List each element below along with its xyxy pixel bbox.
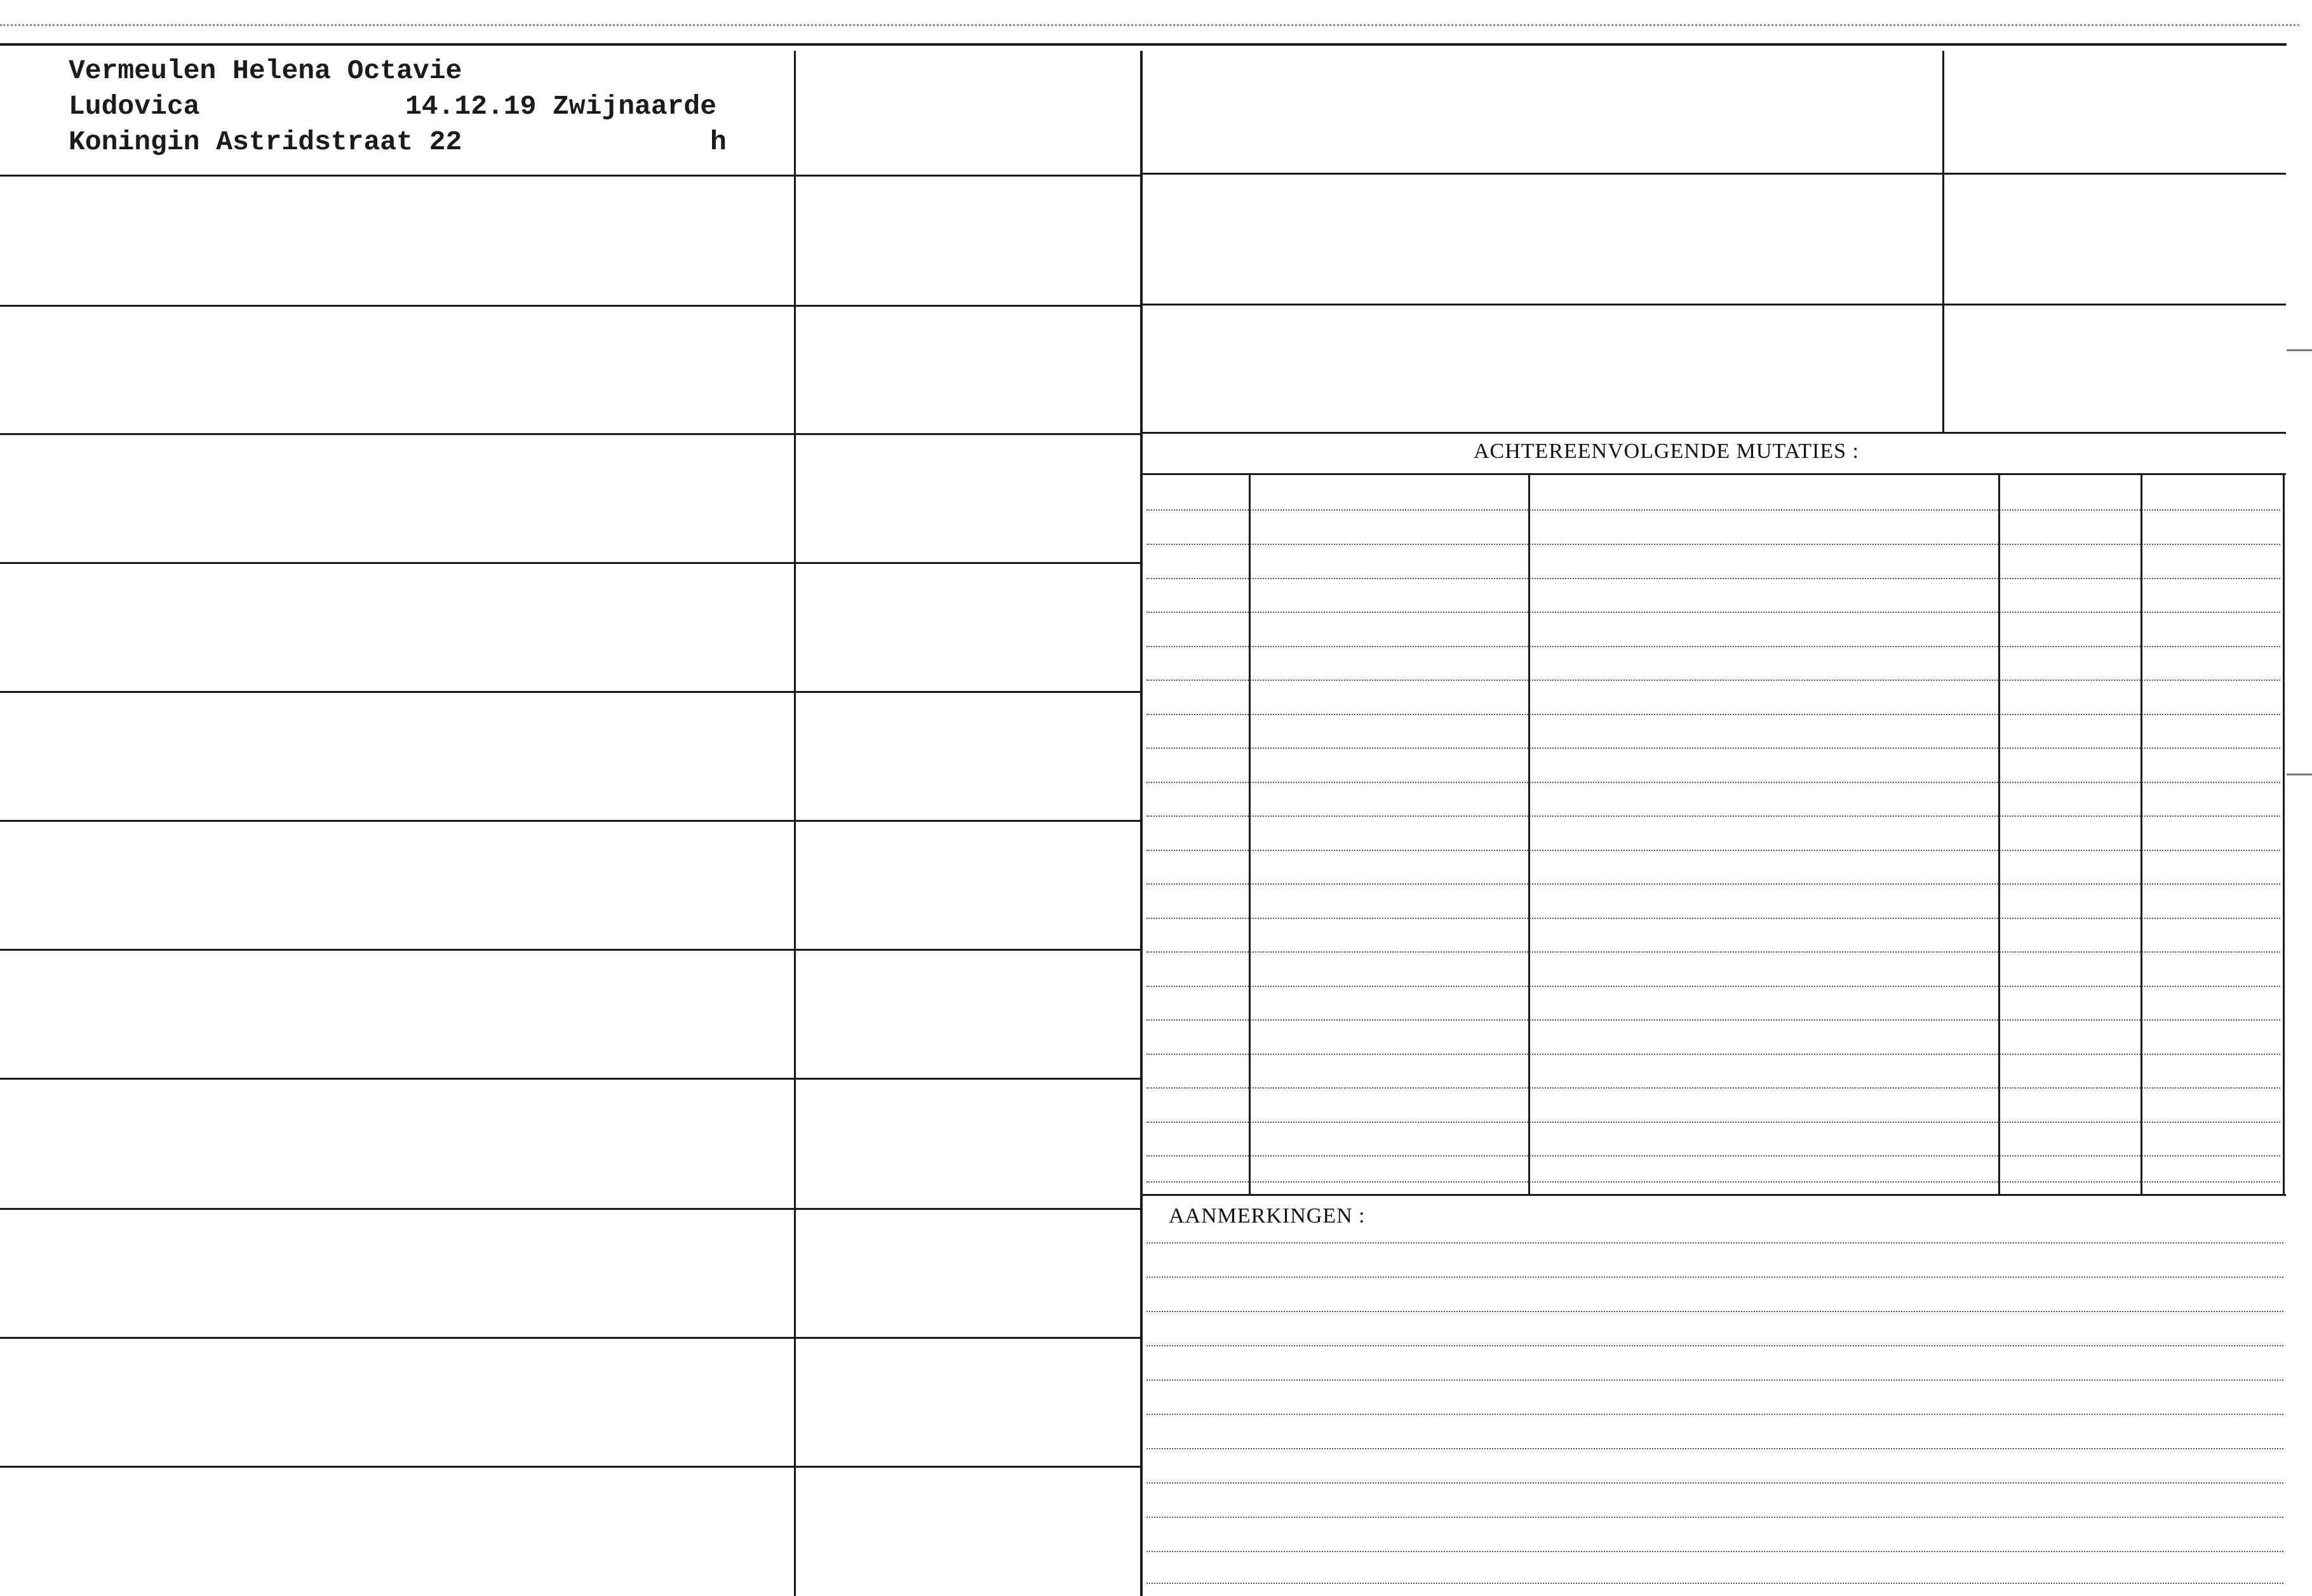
mutations-row [1146, 612, 2280, 613]
mutations-row [1146, 883, 2280, 885]
mutations-bottom-rule [1143, 1194, 2286, 1196]
mutations-heading: ACHTEREENVOLGENDE MUTATIES : [1474, 439, 1859, 463]
mutations-row [1146, 1054, 2280, 1055]
row-line [0, 949, 1140, 951]
mutations-row [1146, 850, 2280, 851]
mutations-row [1146, 951, 2280, 953]
mutations-row [1146, 782, 2280, 783]
remarks-row [1146, 1551, 2283, 1552]
row-line [0, 175, 1140, 177]
edge-tick [2287, 349, 2312, 351]
row-line [0, 562, 1140, 564]
mutations-row [1146, 714, 2280, 715]
mutations-row [1146, 1122, 2280, 1123]
mutations-row [1146, 1087, 2280, 1089]
row-line [0, 691, 1140, 693]
mutations-row [1146, 1019, 2280, 1021]
right-row-line [1143, 304, 2286, 305]
remarks-row [1146, 1345, 2283, 1346]
mutations-col [1249, 475, 1251, 1194]
mutations-col [2141, 475, 2142, 1194]
entry-birth-place: Zwijnaarde [553, 91, 717, 122]
entry-mark: h [710, 126, 727, 158]
mutations-row [1146, 509, 2280, 511]
row-line [0, 1208, 1140, 1210]
edge-tick [2287, 774, 2312, 775]
top-rule [0, 43, 2287, 46]
remarks-row [1146, 1448, 2283, 1449]
mutations-row [1146, 918, 2280, 919]
middle-divider [1140, 51, 1143, 1596]
remarks-row [1146, 1311, 2283, 1312]
remarks-row [1146, 1414, 2283, 1415]
remarks-row [1146, 1517, 2283, 1518]
mutations-row [1146, 578, 2280, 579]
row-line [0, 433, 1140, 435]
left-divider [794, 51, 796, 1596]
remarks-row [1146, 1482, 2283, 1484]
entry-given-extra: Ludovica [69, 91, 200, 122]
entry-birth-date: 14.12.19 [405, 91, 537, 122]
mutations-row [1146, 680, 2280, 681]
row-line [0, 1337, 1140, 1339]
right-upper-divider [1942, 51, 1944, 432]
mutations-col [2283, 475, 2285, 1194]
right-row-line [1143, 432, 2286, 434]
row-line [0, 1078, 1140, 1080]
remarks-row [1146, 1277, 2283, 1278]
mutations-row [1146, 646, 2280, 647]
remarks-row [1146, 1379, 2283, 1381]
entry-address: Koningin Astridstraat 22 [69, 126, 462, 158]
remarks-row [1146, 1583, 2283, 1584]
mutations-col [1998, 475, 2000, 1194]
mutations-row [1146, 748, 2280, 749]
mutations-col [1528, 475, 1530, 1194]
row-line [0, 305, 1140, 307]
mutations-row [1146, 986, 2280, 987]
entry-name: Vermeulen Helena Octavie [69, 55, 462, 86]
mutations-row [1146, 815, 2280, 817]
mutations-row [1146, 1155, 2280, 1157]
mutations-top-rule [1143, 473, 2286, 475]
mutations-row [1146, 1181, 2280, 1183]
remarks-row [1146, 1242, 2283, 1244]
row-line [0, 1466, 1140, 1468]
top-edge [0, 24, 2299, 26]
remarks-heading: AANMERKINGEN : [1169, 1204, 1366, 1228]
row-line [0, 820, 1140, 822]
right-row-line [1143, 173, 2286, 175]
mutations-row [1146, 544, 2280, 545]
